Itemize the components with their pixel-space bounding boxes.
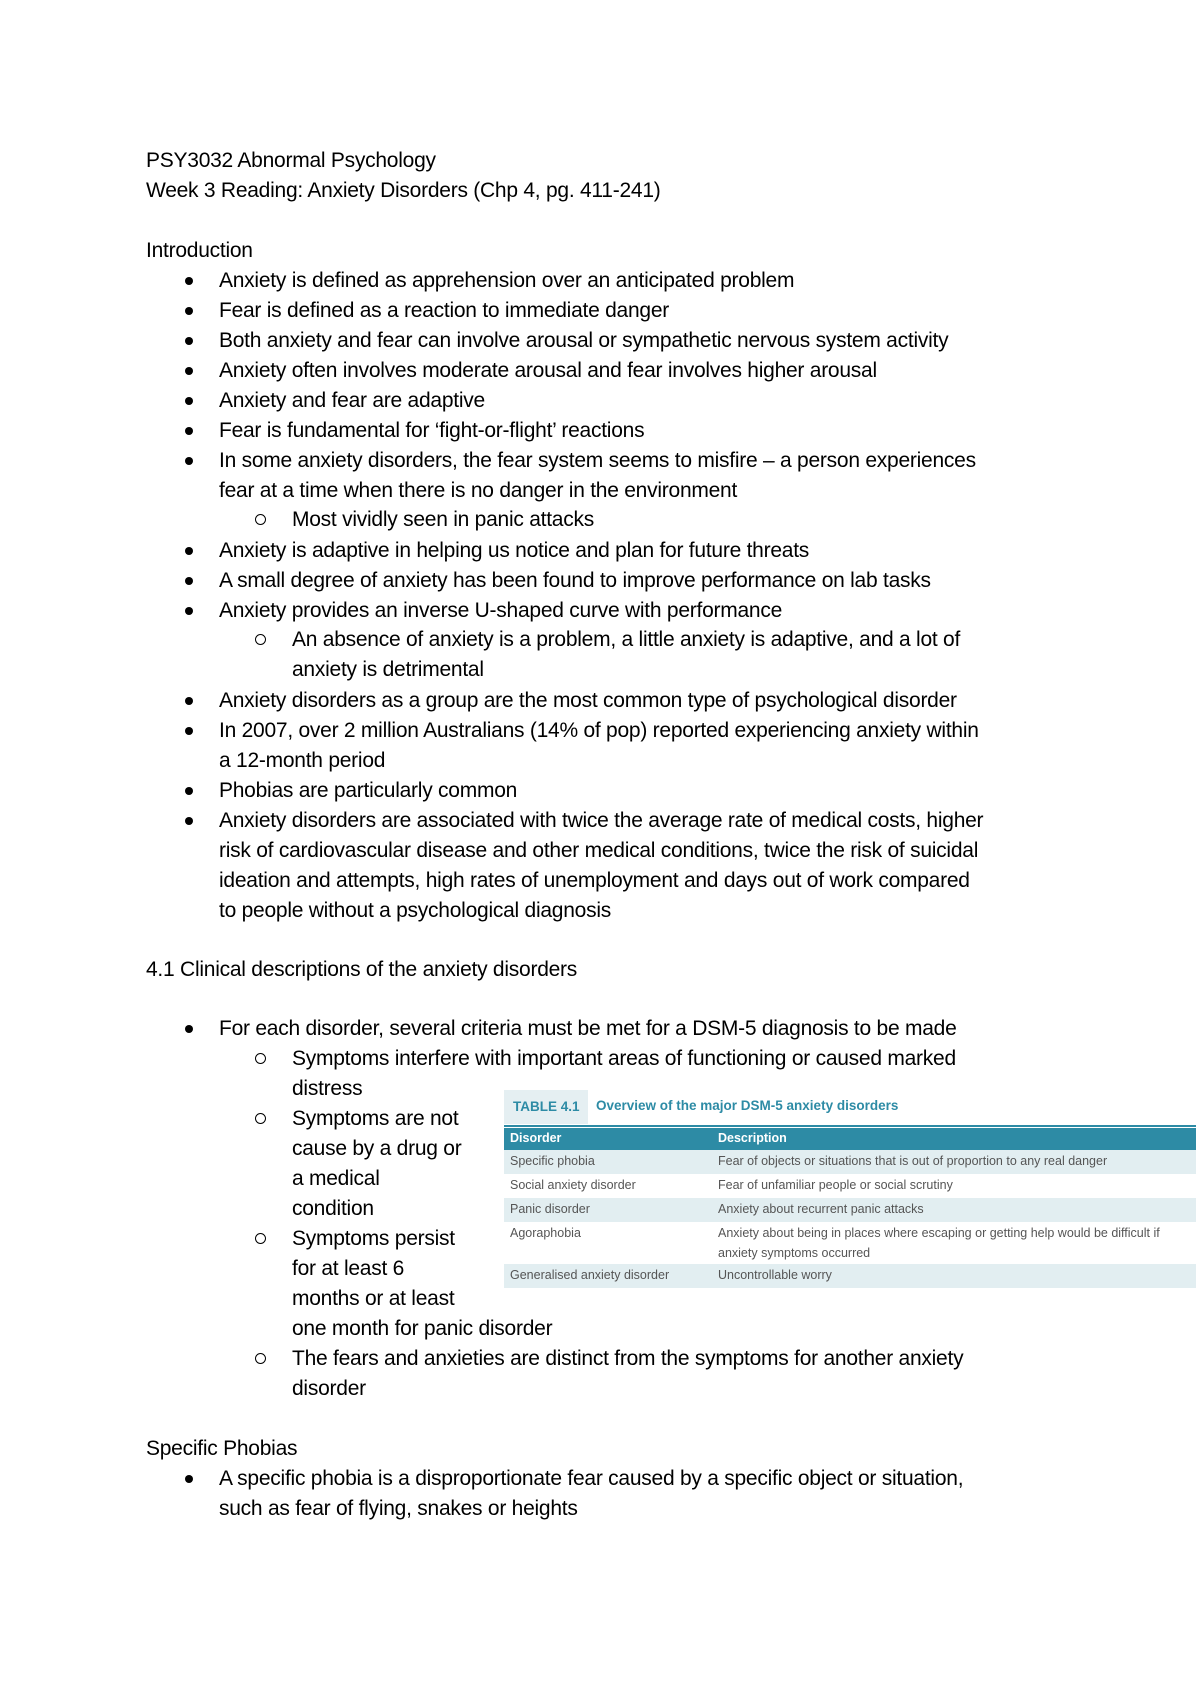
reading-title: Week 3 Reading: Anxiety Disorders (Chp 4, pg. 411-241): [146, 179, 661, 202]
bullet-dot: [185, 457, 193, 465]
sub-list-item: Most vividly seen in panic attacks: [292, 508, 594, 531]
list-item: Anxiety disorders as a group are the most common type of psychological disorder: [219, 689, 957, 712]
table-badge: TABLE 4.1: [504, 1090, 588, 1124]
sub-list-item: Symptoms persist: [292, 1227, 455, 1250]
bullet-dot: [185, 337, 193, 345]
table-cell-disorder: Panic disorder: [510, 1202, 590, 1216]
sub-list-item: Symptoms interfere with important areas of functioning or caused marked: [292, 1047, 956, 1070]
sub-bullet-circle: [255, 1113, 266, 1124]
sub-list-item-continuation: months or at least: [292, 1287, 455, 1310]
sub-list-item-continuation: one month for panic disorder: [292, 1317, 553, 1340]
sub-bullet-circle: [255, 1233, 266, 1244]
list-item-continuation: a 12-month period: [219, 749, 386, 772]
table-row: [504, 1222, 1196, 1264]
bullet-dot: [185, 367, 193, 375]
bullet-dot: [185, 547, 193, 555]
sub-list-item: The fears and anxieties are distinct from the symptoms for another anxiety: [292, 1347, 964, 1370]
course-title: PSY3032 Abnormal Psychology: [146, 149, 436, 172]
sub-list-item: An absence of anxiety is a problem, a little anxiety is adaptive, and a lot of: [292, 628, 961, 651]
sub-bullet-circle: [255, 1053, 266, 1064]
table-row: [504, 1264, 1196, 1288]
sub-list-item-continuation: disorder: [292, 1377, 366, 1400]
bullet-dot: [185, 787, 193, 795]
table-cell-description-continuation: anxiety symptoms occurred: [718, 1246, 871, 1260]
list-item: For each disorder, several criteria must be met for a DSM-5 diagnosis to be made: [219, 1017, 957, 1040]
list-item-continuation: to people without a psychological diagnosis: [219, 899, 612, 922]
table-cell-disorder: Agoraphobia: [510, 1226, 581, 1240]
bullet-dot: [185, 277, 193, 285]
list-item: Anxiety provides an inverse U-shaped curve with performance: [219, 599, 783, 622]
list-item: In some anxiety disorders, the fear system seems to misfire – a person experiences: [219, 449, 976, 472]
list-item: Anxiety and fear are adaptive: [219, 389, 485, 412]
heading-introduction: Introduction: [146, 239, 253, 262]
bullet-dot: [185, 727, 193, 735]
sub-bullet-circle: [255, 1353, 266, 1364]
bullet-dot: [185, 697, 193, 705]
list-item: Anxiety disorders are associated with twice the average rate of medical costs, higher: [219, 809, 984, 832]
table-caption: [504, 1090, 1196, 1124]
list-item-continuation: such as fear of flying, snakes or heights: [219, 1497, 578, 1520]
table-cell-description: Anxiety about being in places where escaping or getting help would be difficult if: [718, 1226, 1160, 1240]
column-header-description: Description: [718, 1131, 787, 1145]
table-row: [504, 1150, 1196, 1174]
bullet-dot: [185, 1025, 193, 1033]
table-cell-description: Anxiety about recurrent panic attacks: [718, 1202, 924, 1216]
table-row: [504, 1198, 1196, 1222]
table-cell-description: Uncontrollable worry: [718, 1268, 832, 1282]
table-top-rule: [504, 1125, 1196, 1127]
sub-list-item: Symptoms are not: [292, 1107, 459, 1130]
table-cell-disorder: Generalised anxiety disorder: [510, 1268, 670, 1282]
list-item-continuation: risk of cardiovascular disease and other medical conditions, twice the risk of suicidal: [219, 839, 979, 862]
sub-bullet-circle: [255, 634, 266, 645]
sub-list-item-continuation: cause by a drug or: [292, 1137, 462, 1160]
sub-bullet-circle: [255, 514, 266, 525]
sub-list-item-continuation: anxiety is detrimental: [292, 658, 484, 681]
sub-list-item-continuation: condition: [292, 1197, 374, 1220]
list-item: Anxiety is defined as apprehension over an anticipated problem: [219, 269, 795, 292]
list-item: Fear is defined as a reaction to immediate danger: [219, 299, 670, 322]
heading-specific-phobias: Specific Phobias: [146, 1437, 298, 1460]
table-row: [504, 1174, 1196, 1198]
sub-list-item-continuation: a medical: [292, 1167, 380, 1190]
table-cell-description: Fear of unfamiliar people or social scrutiny: [718, 1178, 953, 1192]
heading-clinical-descriptions: 4.1 Clinical descriptions of the anxiety disorders: [146, 958, 578, 981]
bullet-dot: [185, 427, 193, 435]
table-cell-disorder: Social anxiety disorder: [510, 1178, 636, 1192]
table-cell-description: Fear of objects or situations that is out of proportion to any real danger: [718, 1154, 1108, 1168]
list-item: Anxiety is adaptive in helping us notice and plan for future threats: [219, 539, 810, 562]
bullet-dot: [185, 577, 193, 585]
list-item: A specific phobia is a disproportionate fear caused by a specific object or situation,: [219, 1467, 964, 1490]
list-item: A small degree of anxiety has been found to improve performance on lab tasks: [219, 569, 931, 592]
bullet-dot: [185, 607, 193, 615]
table-header-row: [504, 1128, 1196, 1150]
list-item: Anxiety often involves moderate arousal and fear involves higher arousal: [219, 359, 877, 382]
bullet-dot: [185, 1475, 193, 1483]
bullet-dot: [185, 397, 193, 405]
list-item: Phobias are particularly common: [219, 779, 518, 802]
bullet-dot: [185, 817, 193, 825]
list-item-continuation: fear at a time when there is no danger in the environment: [219, 479, 738, 502]
list-item-continuation: ideation and attempts, high rates of unemployment and days out of work compared: [219, 869, 970, 892]
table-title: Overview of the major DSM-5 anxiety disorders: [596, 1098, 899, 1113]
table-cell-disorder: Specific phobia: [510, 1154, 595, 1168]
list-item: Fear is fundamental for ‘fight-or-flight’ reactions: [219, 419, 645, 442]
list-item: In 2007, over 2 million Australians (14% of pop) reported experiencing anxiety within: [219, 719, 979, 742]
column-header-disorder: Disorder: [510, 1131, 562, 1145]
sub-list-item-continuation: for at least 6: [292, 1257, 405, 1280]
list-item: Both anxiety and fear can involve arousal or sympathetic nervous system activity: [219, 329, 949, 352]
sub-list-item-continuation: distress: [292, 1077, 363, 1100]
bullet-dot: [185, 307, 193, 315]
